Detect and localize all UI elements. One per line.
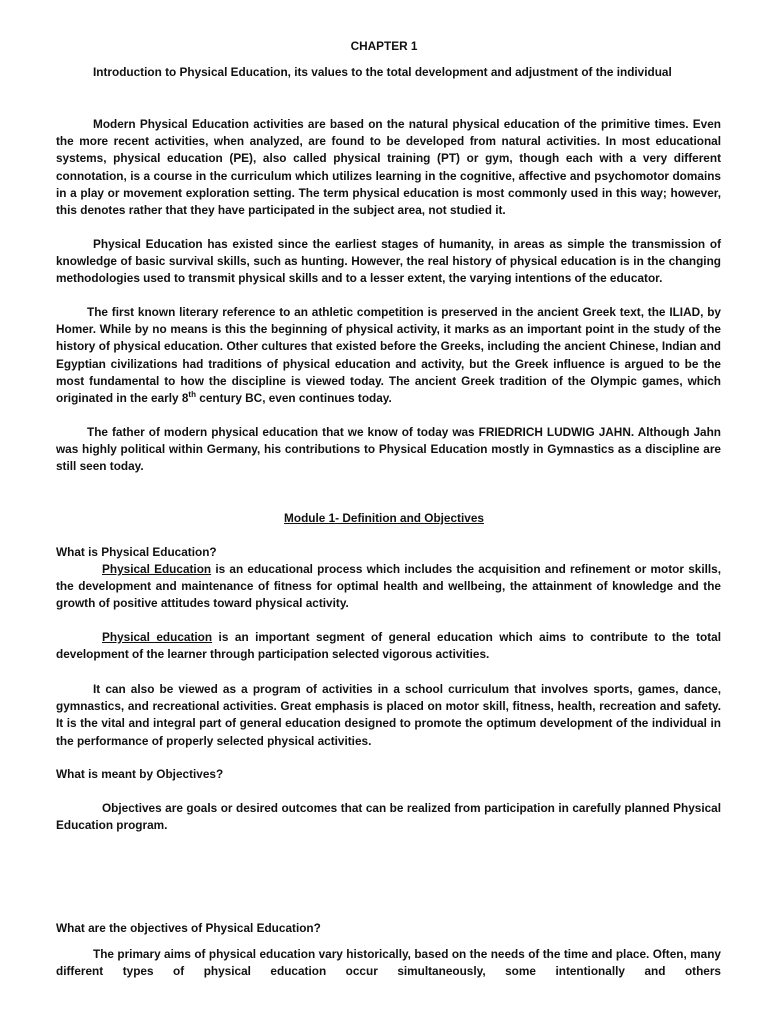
question-what-is-pe: What is Physical Education? [56, 545, 217, 559]
aims-paragraph: The primary aims of physical education vary historically, based on the needs of the time and place. Often, many different types of physical education occur simultaneously, some intentionally and others [56, 947, 721, 979]
chapter-title: CHAPTER 1 [350, 39, 418, 53]
definition-3: It can also be viewed as a program of activities in a school curriculum that involves sports, games, dance, gymnastics, and recreational activities. Great emphasis is placed on motor skill, fitness, health, recreation and safety. It is the vital and integral part of general education designed to promote the optimum development of the individual in the performance of properly selected physical activities. [56, 682, 721, 748]
greek-history-text-end: century BC, even continues today. [195, 391, 392, 406]
module-title: Module 1- Definition and Objectives [284, 511, 484, 525]
intro-heading: Introduction to Physical Education, its values to the total development and adjustment of the individual [93, 65, 672, 79]
ordinal-superscript: th [188, 390, 196, 400]
definition-1-term: Physical Education [102, 562, 212, 576]
definition-1-text: is an educational process which includes the acquisition and refinement or motor skills, the development and maintenance of fitness for optimal health and wellbeing, the attainment of knowledge and the growth of positive attitudes toward physical activity. [56, 562, 721, 611]
definition-2 [56, 629, 721, 663]
question-pe-objectives: What are the objectives of Physical Education? [56, 921, 321, 935]
paragraph-history: Physical Education has existed since the earliest stages of humanity, in areas as simple the transmission of knowledge of basic survival skills, such as hunting. However, the real history of physical education is in the changing methodologies used to transmit physical skills and to a lesser extent, the varying intentions of the educator. [56, 237, 721, 286]
question-objectives: What is meant by Objectives? [56, 767, 224, 781]
paragraph-greek-history [56, 304, 721, 407]
definition-2-text: is an important segment of general education which aims to contribute to the total development of the learner through participation selected vigorous activities. [56, 630, 721, 662]
objectives-paragraph: Objectives are goals or desired outcomes that can be realized from participation in carefully planned Physical Education program. [56, 801, 721, 833]
paragraph-jahn: The father of modern physical education that we know of today was FRIEDRICH LUDWIG JAHN. Although Jahn was highly political within Germany, his contributions to Physical Education mostly in Gymnastics as a discipline are still seen today. [56, 425, 721, 474]
definition-1 [56, 561, 721, 613]
definition-2-term: Physical education [102, 630, 213, 644]
greek-history-text: The first known literary reference to an athletic competition is preserved in the ancient Greek text, the ILIAD, by Homer. While by no means is this the beginning of physical activity, it marks as an important point in the study of the history of physical education. Other cultures that existed before the Greeks, including the ancient Chinese, Indian and Egyptian civilizations had traditions of physical education and activity, but the Greek influence is argued to be the most fundamental to how the discipline is viewed today. The ancient Greek tradition of the Olympic games, which originated in the early 8 [56, 305, 721, 406]
paragraph-modern-pe: Modern Physical Education activities are based on the natural physical education of the primitive times. Even the more recent activities, when analyzed, are found to be developed from natural activities. In most educational systems, physical education (PE), also called physical training (PT) or gym, though each with a very different connotation, is a course in the curriculum which utilizes learning in the cognitive, affective and psychomotor domains in a play or movement exploration setting. The term physical education is most commonly used in this way; however, this denotes rather that they have participated in the subject area, not studied it. [56, 117, 721, 218]
